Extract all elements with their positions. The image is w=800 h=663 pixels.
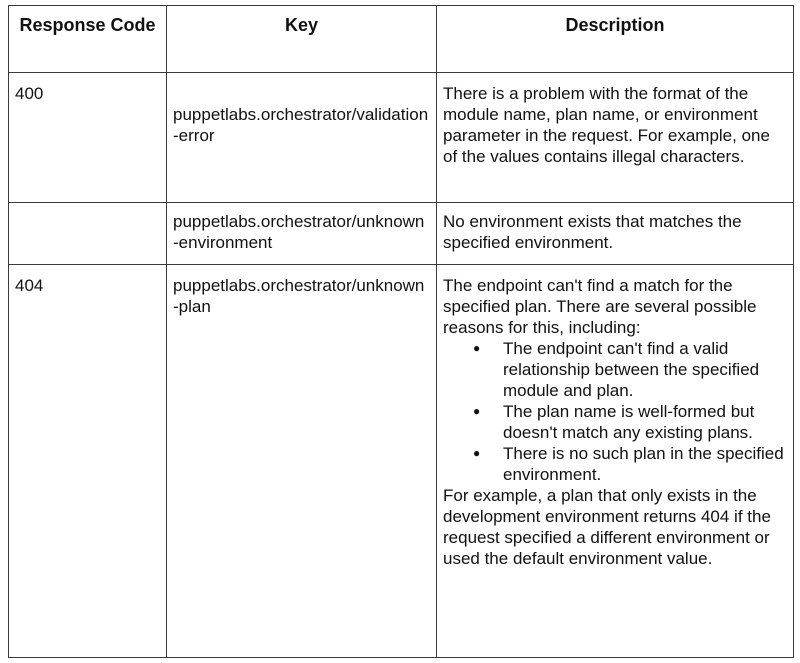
description-intro: The endpoint can't find a match for the specified plan. There are several possible reasons for this, including: (443, 276, 757, 337)
response-code-cell: 404 (9, 265, 167, 658)
table-row (9, 265, 794, 658)
response-code-cell (9, 203, 167, 265)
reason-text: The plan name is well-formed but doesn't match any existing plans. (503, 402, 755, 442)
key-cell: puppetlabs.orchestrator/unknown-environment (167, 203, 437, 265)
table-row (9, 73, 794, 203)
reason-text: There is no such plan in the specified environment. (503, 444, 784, 484)
bullet-icon: ● (473, 446, 481, 460)
bullet-icon: ● (473, 341, 481, 355)
reason-text: The endpoint can't find a valid relationship between the specified module and plan. (503, 339, 760, 400)
list-item (473, 401, 787, 443)
bullet-icon: ● (473, 404, 481, 418)
description-cell (437, 265, 794, 658)
response-code-cell: 400 (9, 73, 167, 203)
response-codes-table (8, 5, 794, 658)
header-key: Key (167, 6, 437, 73)
description-outro: For example, a plan that only exists in the development environment returns 404 if the request specified a different environment or used the default environment value. (443, 486, 771, 568)
key-cell: puppetlabs.orchestrator/unknown-plan (167, 265, 437, 658)
list-item (473, 443, 787, 485)
list-item (473, 338, 787, 401)
header-row (9, 6, 794, 73)
description-cell: No environment exists that matches the specified environment. (437, 203, 794, 265)
reasons-list (443, 338, 787, 485)
key-cell: puppetlabs.orchestrator/validation-error (167, 73, 437, 203)
header-description: Description (437, 6, 794, 73)
header-response-code: Response Code (9, 6, 167, 73)
table-row (9, 203, 794, 265)
description-cell: There is a problem with the format of the module name, plan name, or environment parameter in the request. For example, one of the values contains illegal characters. (437, 73, 794, 203)
